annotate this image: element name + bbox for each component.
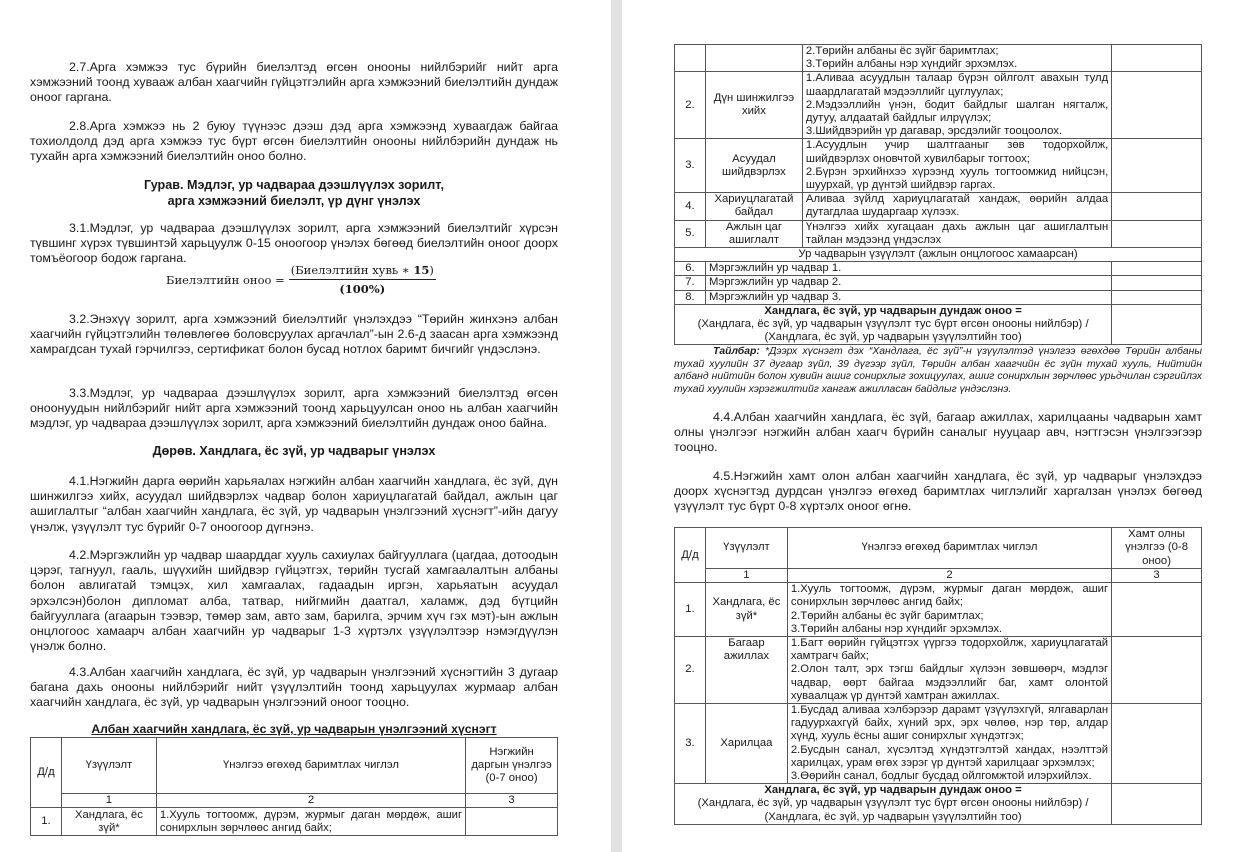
criteria-line: 1.Хууль тогтоомж, дүрэм, журмыг даган мөрдөж, ашиг сонирхлын зөрчлөөс ангид байх; bbox=[790, 583, 1109, 609]
row-score-cell[interactable] bbox=[1112, 583, 1202, 637]
average-score-cell[interactable] bbox=[1112, 304, 1202, 345]
row-score-cell[interactable] bbox=[1112, 262, 1202, 276]
criteria-line: 1.Асуудлын учир шалтгааныг зөв тодорхойлж, шийдвэрлэх оновчтой хувилбарыг тогтоох; bbox=[805, 139, 1109, 165]
average-formula bbox=[675, 784, 1112, 825]
paragraph-4-4: 4.4.Албан хаагчийн хандлага, ёс зүй, багаар ажиллах, харилцааны чадварын хамт олны үнэлгээг нэгжийн албан хаагч бүрийн саналыг нууцаар авч, нэгтгэсэн үнэлгээгээр тооцно. bbox=[674, 410, 1202, 455]
criteria-line: 1.Багт өөрийн гүйцэтгэх үүргээ тодорхойлж, хариуцлагатай хамтрагч байх; bbox=[790, 637, 1109, 663]
header-no: Д/д bbox=[31, 738, 62, 808]
criteria-line: 2.Бусдын санал, хүсэлтэд хүндэтгэлтэй хандах, нээлттэй харилцах, урам өгөх зэрэг үр дүнтэй харилцааг эрхэмлэх; bbox=[790, 743, 1109, 769]
col-number-1: 1 bbox=[705, 569, 787, 583]
row-indicator: Дүн шинжилгээ хийх bbox=[705, 72, 802, 139]
section-4-title: Дөрөв. Хандлага, ёс зүй, ур чадварыг үнэлэх bbox=[152, 444, 436, 458]
row-indicator: Хандлага, ёс зүй* bbox=[61, 808, 156, 836]
row-indicator: Харилцаа bbox=[705, 704, 787, 784]
evaluation-table-continued bbox=[674, 44, 1202, 345]
row-indicator: Асуудал шийдвэрлэх bbox=[705, 139, 802, 193]
paragraph-3-2: 3.2.Энэхүү зорилт, арга хэмжээний биелэлтийг үнэлэхдээ “Төрийн жинхэнэ албан хаагчийн гүйцэтгэлийн төлөвлөгөө боловсруулах аргачлал”-ын 2.6-д заасан арга хэмжээнд хамрагдсан тухай гэрчилгээ, сертификат болон бусад нотлох баримт бичгийг үндэслэнэ. bbox=[30, 312, 558, 357]
row-criteria: Үнэлгээ хийх хугацаан дахь ажлын цаг ашиглалтын тайлан мэдээнд үндэслэх bbox=[802, 220, 1111, 247]
paragraph-4-2: 4.2.Мэргэжлийн ур чадвар шаарддаг хууль сахиулах байгууллага (цагдаа, дотоодын цэрэг, тагнуул, гааль, шүүхийн шийдвэр гүйцэтгэх, төрийн тусгай хамгаалалтын албаны болон авлигатай тэмцэх, хил хамгаалах, гадаадын иргэн, харьяатын асуудал эрхэлсэн)болон дипломат алба, татвар, нийгмийн даатгал, халамж, дэд бүтцийн байгууллага (агаарын тээвэр, төмөр зам, авто зам, барилга, эрчим хүч гэх мэт)-ын ажлын онцлогоос хамаарч албан хаагчийн ур чадварыг 1-3 хүртэлх үзүүлэлтээр нэмэгдүүлэн үнэлж болно. bbox=[30, 548, 558, 654]
row-indicator: Хандлага, ёс зүй* bbox=[705, 583, 787, 637]
average-denominator: (Хандлага, ёс зүй, ур чадварын үзүүлэлтийн тоо) bbox=[764, 810, 1022, 823]
criteria-line: 1.Аливаа асуудлын талаар бүрэн ойлголт авахын тулд шаардлагатай мэдээллийг цуглуулах; bbox=[805, 72, 1109, 98]
row-no: 5. bbox=[675, 220, 706, 247]
formula-lhs: Биелэлтийн оноо = bbox=[166, 272, 285, 287]
section-3-title-line2: арга хэмжээний биелэлт, үр дүнг үнэлэх bbox=[167, 193, 421, 208]
criteria-line: 3.Өөрийн санал, бодлыг бусдад ойлгомжтой илэрхийлэх. bbox=[790, 770, 1092, 783]
header-no: Д/д bbox=[675, 528, 706, 583]
average-score-cell[interactable] bbox=[1112, 784, 1202, 825]
row-score-cell[interactable] bbox=[1112, 45, 1202, 72]
footnote-label: Тайлбар: bbox=[713, 346, 760, 357]
evaluation-table-head bbox=[30, 737, 558, 836]
row-score-cell[interactable] bbox=[1112, 139, 1202, 193]
skill-label: Мэргэжлийн ур чадвар 2. bbox=[705, 276, 1111, 290]
paragraph-2-7: 2.7.Арга хэмжээ тус бүрийн биелэлтэд өгсөн онооны нийлбэрийг нийт арга хэмжээний тоонд хувааж албан хаагчийн гүйцэтгэлийн арга хэмжээний биелэлтийн дундаж оноог гаргана. bbox=[30, 60, 558, 105]
table-row bbox=[675, 583, 1202, 637]
formula-numerator-bold: 15 bbox=[413, 263, 430, 277]
row-no: 1. bbox=[31, 808, 62, 836]
row-criteria bbox=[802, 139, 1111, 193]
header-score: Нэгжийн даргын үнэлгээ (0-7 оноо) bbox=[466, 738, 558, 794]
row-criteria-continued bbox=[802, 45, 1111, 72]
row-no: 6. bbox=[675, 262, 706, 276]
row-criteria: 1.Хууль тогтоомж, дүрэм, журмыг даган мөрдөж, ашиг сонирхлын зөрчлөөс ангид байх; bbox=[156, 808, 465, 836]
table-row bbox=[675, 704, 1202, 784]
document-page-left bbox=[0, 0, 611, 852]
header-score: Хамт олны үнэлгээ (0-8 оноо) bbox=[1112, 528, 1202, 569]
row-score-cell[interactable] bbox=[1112, 193, 1202, 220]
skills-section-row bbox=[675, 248, 1202, 262]
criteria-line: 2.Мэдээллийн үнэн, бодит байдлыг шалган нягталж, дутуу, алдаатай байдлыг илрүүлэх; bbox=[805, 98, 1109, 125]
row-score-cell[interactable] bbox=[1112, 72, 1202, 139]
row-criteria bbox=[802, 72, 1111, 139]
footnote-text: *Дээрх хүснэгт дэх “Хандлага, ёс зүй”-н үзүүлэлтэд үнэлгээ өгөхдөө Төрийн албаны тухай хуулийн 37 дугаар зүйл, 39 дүгээр зүйл, Төрийн албан хаагчийн ёс зүйн тухай хууль, Нийтийн албанд нийтийн болон хувийн ашиг сонирхлыг зохицуулах, ашиг сонирхлын зөрчлөөс урьдчилан сэргийлэх тухай хуулийн хэрэгжилтийг хангаж ажилласан байдлыг үндэслэнэ. bbox=[674, 346, 1202, 395]
average-numerator: (Хандлага, ёс зүй, ур чадварын үзүүлэлт тус бүрт өгсөн онооны нийлбэр) / bbox=[697, 797, 1089, 810]
average-row bbox=[675, 784, 1202, 825]
criteria-line: 1.Бусдад аливаа хэлбэрээр дарамт үзүүлэхгүй, ялгаварлан гадуурхахгүй байх, хүний эрх, эрх чөлөө, нэр төр, алдар хүнд, хууль ёсны ашиг сонирхлыг хүндэтгэх; bbox=[790, 704, 1109, 743]
row-criteria bbox=[787, 704, 1111, 784]
row-criteria bbox=[787, 583, 1111, 637]
row-score-cell[interactable] bbox=[466, 808, 558, 836]
paragraph-4-5: 4.5.Нэгжийн хамт олон албан хаагчийн хандлага, ёс зүй, ур чадварыг үнэлэхдээ доорх хүснэгтэд дурдсан үнэлгээ өгөхөд баримтлах чиглэлийг харгалзан үнэлэх бөгөөд үзүүлэлт тус бүрт 0-8 хүртэлх оноог өгнө. bbox=[674, 469, 1202, 514]
average-row bbox=[675, 304, 1202, 345]
row-no: 3. bbox=[675, 139, 706, 193]
row-no: 1. bbox=[675, 583, 706, 637]
page-separator bbox=[611, 0, 622, 852]
row-no: 2. bbox=[675, 72, 706, 139]
table-row bbox=[675, 290, 1202, 304]
row-no: 3. bbox=[675, 704, 706, 784]
table-header-row bbox=[31, 738, 558, 794]
score-formula bbox=[166, 263, 436, 296]
row-score-cell[interactable] bbox=[1112, 220, 1202, 247]
row-no: 7. bbox=[675, 276, 706, 290]
table-row bbox=[675, 262, 1202, 276]
paragraph-4-3: 4.3.Албан хаагчийн хандлага, ёс зүй, ур чадварын үнэлгээний хүснэгтийн 3 дугаар багана дахь онооны нийлбэрийг нийт үзүүлэлтийн тоонд харьцуулах журмаар албан хаагчийн хандлага, ёс зүй, ур чадварын үнэлгээний оноог тооцно. bbox=[30, 665, 558, 710]
header-indicator: Үзүүлэлт bbox=[705, 528, 787, 569]
row-score-cell[interactable] bbox=[1112, 276, 1202, 290]
criteria-line: 3.Төрийн албаны нэр хүндийг эрхэмлэх. bbox=[790, 622, 1003, 635]
criteria-line: 2.Олон талт, эрх тэгш байдлыг хүлээн зөвшөөрч, мэдлэг чадвар, өөрт байгаа мэдээллийг баг, хамт олонтой хуваалцаж үр дүнтэй хамтран ажиллах. bbox=[790, 663, 1109, 702]
row-indicator: Багаар ажиллах bbox=[705, 637, 787, 704]
table-row bbox=[675, 637, 1202, 704]
col-number-3: 3 bbox=[1112, 569, 1202, 583]
criteria-line: 2.Төрийн албаны ёс зүйг баримтлах; bbox=[790, 609, 984, 622]
table-row bbox=[31, 808, 558, 836]
criteria-line: 2.Төрийн албаны ёс зүйг баримтлах; bbox=[805, 45, 999, 57]
row-no: 2. bbox=[675, 637, 706, 704]
row-score-cell[interactable] bbox=[1112, 637, 1202, 704]
table-row-continued bbox=[675, 45, 1202, 72]
col-number-2: 2 bbox=[156, 794, 465, 808]
table-footnote bbox=[674, 346, 1202, 396]
formula-denominator bbox=[339, 280, 385, 296]
row-indicator: Хариуцлагатай байдал bbox=[705, 193, 802, 220]
column-number-row bbox=[675, 569, 1202, 583]
section-3-title bbox=[30, 178, 558, 209]
criteria-line: 2.Бүрэн эрхийнхээ хүрээнд хууль тогтоомжид нийцсэн, шуурхай, үр дүнтэй шийдвэр гаргах. bbox=[805, 165, 1109, 192]
formula-numerator bbox=[289, 263, 436, 280]
paragraph-2-8: 2.8.Арга хэмжээ нь 2 буюу түүнээс дээш дэд арга хэмжээнд хуваагдаж байгаа тохиолдолд дэд арга хэмжээ тус бүрт өгсөн биелэлтийн онооны нийлбэрийн дундаж нь тухайн арга хэмжээний биелэлтийн оноо болно. bbox=[30, 119, 558, 164]
row-indicator: Ажлын цаг ашиглалт bbox=[705, 220, 802, 247]
skills-section-title: Ур чадварын үзүүлэлт (ажлын онцлогоос хамаарсан) bbox=[675, 248, 1202, 262]
table-row bbox=[675, 193, 1202, 220]
paragraph-4-1: 4.1.Нэгжийн дарга өөрийн харьяалах нэгжийн албан хаагчийн хандлага, ёс зүй, дүн шинжилгээ хийх, асуудал шийдвэрлэх чадвар болон хариуцлагатай байдал, ажлын цаг ашиглалтыг “албан хаагчийн хандлага, ёс зүй, ур чадварын үнэлгээний хүснэгт”-ийн дагуу үнэлж, үзүүлэлт тус бүрийг 0-7 оноогоор дүгнэнэ. bbox=[30, 474, 558, 534]
paragraph-3-3: 3.3.Мэдлэг, ур чадвараа дээшлүүлэх зорилт, арга хэмжээний биелэлтэд өгсөн оноонуудын нийлбэрийг нийт арга хэмжээний тоонд харьцуулсан оноо нь албан хаагчийн мэдлэг, ур чадвараа дээшлүүлэх зорилт, арга хэмжээний биелэлтийн дундаж оноо байна. bbox=[30, 386, 558, 431]
skill-label: Мэргэжлийн ур чадвар 3. bbox=[705, 290, 1111, 304]
row-no: 4. bbox=[675, 193, 706, 220]
average-denominator: (Хандлага, ёс зүй, ур чадварын үзүүлэлтийн тоо) bbox=[764, 331, 1022, 344]
table-row bbox=[675, 276, 1202, 290]
skill-label: Мэргэжлийн ур чадвар 1. bbox=[705, 262, 1111, 276]
col-number-2: 2 bbox=[787, 569, 1111, 583]
header-indicator: Үзүүлэлт bbox=[61, 738, 156, 794]
table-row bbox=[675, 72, 1202, 139]
formula-denominator-text: (100%) bbox=[339, 282, 386, 296]
average-numerator: (Хандлага, ёс зүй, ур чадварын үзүүлэлт тус бүрт өгсөн онооны нийлбэр) / bbox=[697, 318, 1089, 331]
table-header-row bbox=[675, 528, 1202, 569]
col-number-3: 3 bbox=[466, 794, 558, 808]
row-no: 8. bbox=[675, 290, 706, 304]
paragraph-3-1: 3.1.Мэдлэг, ур чадвараа дээшлүүлэх зорилт, арга хэмжээний биелэлтийг хүрсэн түвшинг хүрэх түвшинтэй харьцуулж 0-15 оноогоор үнэлэх бөгөөд биелэлтийн оноог доорх томъёогоор бодож гаргана. bbox=[30, 221, 558, 266]
table-row bbox=[675, 139, 1202, 193]
formula-fraction bbox=[289, 263, 436, 296]
header-criteria: Үнэлгээ өгөхөд баримтлах чиглэл bbox=[787, 528, 1111, 569]
section-3-title-line1: Гурав. Мэдлэг, ур чадвараа дээшлүүлэх зорилт, bbox=[144, 178, 444, 192]
criteria-line: 3.Шийдвэрийн үр дагавар, эрсдэлийг тооцоолох. bbox=[805, 125, 1063, 138]
average-formula bbox=[675, 304, 1112, 345]
table-row bbox=[675, 220, 1202, 247]
average-title: Хандлага, ёс зүй, ур чадварын дундаж оноо = bbox=[764, 304, 1022, 317]
row-score-cell[interactable] bbox=[1112, 704, 1202, 784]
row-score-cell[interactable] bbox=[1112, 290, 1202, 304]
criteria-line: 3.Төрийн албаны нэр хүндийг эрхэмлэх. bbox=[805, 58, 1018, 71]
header-criteria: Үнэлгээ өгөхөд баримтлах чиглэл bbox=[156, 738, 465, 794]
row-criteria bbox=[787, 637, 1111, 704]
column-number-row bbox=[31, 794, 558, 808]
team-evaluation-table bbox=[674, 527, 1202, 825]
row-criteria: Аливаа зүйлд хариуцлагатай хандаж, өөрийн алдаа дутагдлаа шударгаар хүлээх. bbox=[802, 193, 1111, 220]
formula-numerator-close: ) bbox=[429, 263, 434, 277]
col-number-1: 1 bbox=[61, 794, 156, 808]
table-title: Албан хаагчийн хандлага, ёс зүй, ур чадварын үнэлгээний хүснэгт bbox=[91, 722, 497, 736]
average-title: Хандлага, ёс зүй, ур чадварын дундаж оноо = bbox=[764, 784, 1022, 797]
formula-numerator-text: (Биелэлтийн хувь ∗ bbox=[290, 263, 414, 277]
